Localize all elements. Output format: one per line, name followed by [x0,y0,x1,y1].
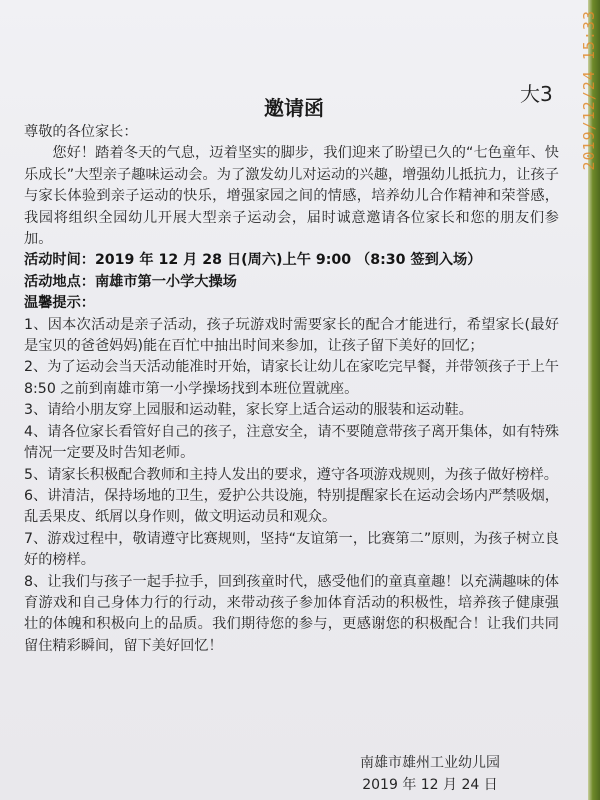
photo-timestamp: 2019/12/24 15:33 [580,10,598,171]
tip-item-1: 1、因本次活动是亲子活动，孩子玩游戏时需要家长的配合才能进行，希望家长(最好是宝贝的爸爸妈妈)能在百忙中抽出时间来参加，让孩子留下美好的回忆； [24,316,559,355]
intro-paragraph: 您好！踏着冬天的气息，迈着坚实的脚步，我们迎来了盼望已久的“七色童年、快乐成长”大型亲子趣味运动会。为了激发幼儿对运动的兴趣，增强幼儿抵抗力，让孩子与家长体验到亲子运动的快乐，增强家园之间的情感，培养幼儿合作精神和荣誉感，我园将组织全园幼儿开展大型亲子运动会，届时诚意邀请各位家长和您的朋友们参加。 [24,145,559,248]
page-title: 邀请函 [264,96,324,120]
tips-heading: 温馨提示： [24,295,95,312]
invitation-body [24,122,559,657]
event-place: 活动地点：南雄市第一小学大操场 [24,273,237,290]
tip-item-3: 3、请给小朋友穿上园服和运动鞋，家长穿上适合运动的服装和运动鞋。 [24,402,473,419]
signature-block [330,752,530,796]
tip-item-5: 5、请家长积极配合教师和主持人发出的要求，遵守各项游戏规则，为孩子做好榜样。 [24,466,558,483]
greeting: 尊敬的各位家长： [24,124,138,140]
tip-item-8: 8、让我们与孩子一起手拉手，回到孩童时代，感受他们的童真童趣！以充满趣味的体育游戏和自己身体力行的行动，来带动孩子参加体育活动的积极性，培养孩子健康强壮的体魄和积极向上的品质。我们期待您的参与，更感谢您的积极配合！让我们共同留住精彩瞬间，留下美好回忆！ [24,573,559,654]
tip-item-6: 6、讲清洁，保持场地的卫生，爱护公共设施，特别提醒家长在运动会场内严禁吸烟，乱丢果皮、纸屑以身作则，做文明运动员和观众。 [24,487,559,526]
event-time: 活动时间：2019 年 12 月 28 日(周六)上午 9:00 （8:30 签到入场） [24,252,482,269]
tip-item-2: 2、为了运动会当天活动能准时开始，请家长让幼儿在家吃完早餐，并带领孩子于上午 8:50 之前到南雄市第一小学操场找到本班位置就座。 [24,359,559,397]
tip-item-4: 4、请各位家长看管好自己的孩子，注意安全，请不要随意带孩子离开集体，如有特殊情况一定要及时告知老师。 [24,423,559,462]
handwritten-class-mark: 大3 [520,82,553,106]
signature-org: 南雄市雄州工业幼儿园 [360,755,500,771]
signature-date: 2019 年 12 月 24 日 [362,777,498,793]
tip-item-7: 7、游戏过程中，敬请遵守比赛规则，坚持“友谊第一，比赛第二”原则，为孩子树立良好的榜样。 [24,530,559,569]
